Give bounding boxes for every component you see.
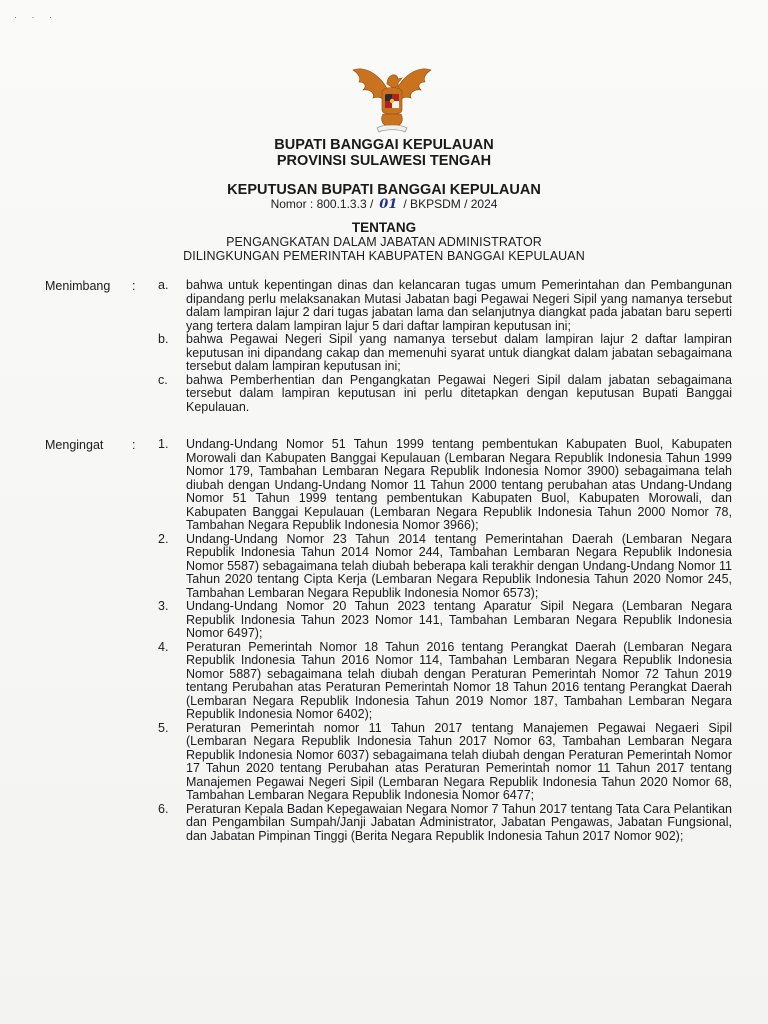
subject-line-1: PENGANGKATAN DALAM JABATAN ADMINISTRATOR xyxy=(226,235,542,249)
list-item-text: bahwa untuk kepentingan dinas dan kelancaran tugas umum Pemerintahan dan Pembangunan dipandang perlu melaksanakan Mutasi Jabatan bagi Pegawai Negeri Sipil yang namanya tersebut dalam lampiran lajur 2 dari tugas jabatan lama dan selanjutnya diangkat pada jabatan baru seperti yang tertera dalam lampiran lajur 5 dari daftar lampiran keputusan ini; xyxy=(186,278,732,333)
list-marker: a. xyxy=(158,278,169,292)
menimbang-label: Menimbang xyxy=(45,279,111,293)
menimbang-colon: : xyxy=(132,279,136,293)
list-marker: 4. xyxy=(158,639,169,654)
menimbang-item-a xyxy=(150,279,732,333)
mengingat-label: Mengingat xyxy=(45,438,104,452)
menimbang-list xyxy=(150,279,732,414)
decree-number-suffix: / BKPSDM / 2024 xyxy=(403,197,498,211)
list-item-text: bahwa Pemberhentian dan Pengangkatan Pegawai Negeri Sipil dalam jabatan sebagaimana tersebut dalam lampiran keputusan ini perlu ditetapkan dengan keputusan Bupati Banggai Kepulauan. xyxy=(186,372,732,414)
list-marker: 5. xyxy=(158,720,169,735)
mengingat-colon: : xyxy=(132,438,136,452)
list-marker: c. xyxy=(158,372,168,387)
mengingat-item-2 xyxy=(150,533,732,601)
menimbang-item-c xyxy=(150,374,732,415)
decree-number-handwritten: 01 xyxy=(379,197,398,212)
mengingat-item-1 xyxy=(150,438,732,533)
decree-number xyxy=(0,197,768,212)
list-item-text: Peraturan Pemerintah nomor 11 Tahun 2017 tentang Manajemen Pegawai Negaeri Sipil (Lembaran Negara Republik Indonesia Tahun 2017 Nomor 63, Tambahan Lembaran Negara Republik Indonesia Nomor 6037) sebagaimana telah diubah dengan Peraturan Pemerintah Nomor 17 Tahun 2020 tentang Perubahan atas Peraturan Pemerintah nomor 11 Tahun 2017 tentang Manajemen Pegawai Negeri Sipil (Lembaran Negara Republik Indonesia Tahun 2020 Nomor 68, Tambahan Lembaran Negara Republik Indonesia Nomor 6477; xyxy=(186,720,732,802)
list-item-text: Peraturan Pemerintah Nomor 18 Tahun 2016 tentang Perangkat Daerah (Lembaran Negara Republik Indonesia Tahun 2016 Nomor 114, Tambahan Lembaran Negara Republik Indonesia Nomor 5887) sebagaimana telah diubah dengan Peraturan Pemerintah Nomor 72 Tahun 2019 tentang Perubahan atas Peraturan Pemerintah Nomor 18 Tahun 2016 tentang Perangkat Daerah (Lembaran Negara Republik Indonesia Tahun 2019 Nomor 187, Tambahan Lembaran Negara Republik Indonesia Nomor 6402); xyxy=(186,639,732,721)
mengingat-list xyxy=(150,438,732,843)
scan-speck-marks: · · · xyxy=(14,12,58,22)
tentang-heading: TENTANG xyxy=(351,220,417,235)
issuer-province: PROVINSI SULAWESI TENGAH xyxy=(276,153,492,169)
mengingat-item-6 xyxy=(150,803,732,844)
menimbang-item-b xyxy=(150,333,732,374)
subject-line-2: DILINGKUNGAN PEMERINTAH KABUPATEN BANGGAI KEPULAUAN xyxy=(183,249,585,263)
mengingat-item-5 xyxy=(150,722,732,803)
list-item-text: Peraturan Kepala Badan Kepegawaian Negara Nomor 7 Tahun 2017 tentang Tata Cara Pelantikan dan Pengambilan Sumpah/Janji Jabatan Administrator, Jabatan Pengawas, Jabatan Fungsional, dan Jabatan Pimpinan Tinggi (Berita Negara Republik Indonesia Tahun 2017 Nomor 902); xyxy=(186,801,732,843)
list-item-text: Undang-Undang Nomor 20 Tahun 2023 tentang Aparatur Sipil Negara (Lembaran Negara Republik Indonesia Tahun 2023 Nomor 141, Tambahan Lembaran Negara Republik Indonesia Nomor 6497); xyxy=(186,599,732,640)
list-marker: 1. xyxy=(158,437,169,451)
list-marker: 6. xyxy=(158,801,169,816)
decree-title: KEPUTUSAN BUPATI BANGGAI KEPULAUAN xyxy=(227,182,541,198)
mengingat-item-4 xyxy=(150,641,732,722)
list-item-text: Undang-Undang Nomor 51 Tahun 1999 tentang pembentukan Kabupaten Buol, Kabupaten Morowali dan Kabupaten Banggai Kepulauan (Lembaran Negara Republik Indonesia Tahun 1999 Nomor 179, Tambahan Lembaran Negara Republik Indonesia Nomor 3900) sebagaimana telah diubah dengan Undang-Undang Nomor 11 Tahun 2000 tentang perubahan atas Undang-Undang Nomor 51 Tahun 1999 tentang pembentukan Kabupaten Buol, Kabupaten Morowali, dan Kabupaten Banggai Kepulauan (Lembaran Negara Republik Indonesia Tahun 2000 Nomor 78, Tambahan Negara Republik Indonesia Nomor 3966); xyxy=(186,437,732,532)
garuda-emblem-icon xyxy=(349,62,435,134)
decree-number-prefix: Nomor : 800.1.3.3 / xyxy=(270,197,374,211)
mengingat-item-3 xyxy=(150,600,732,641)
list-marker: b. xyxy=(158,332,169,346)
issuer-title: BUPATI BANGGAI KEPULAUAN xyxy=(274,137,494,153)
list-item-text: Undang-Undang Nomor 23 Tahun 2014 tentang Pemerintahan Daerah (Lembaran Negara Republik Indonesia Tahun 2014 Nomor 244, Tambahan Lembaran Negara Republik Indonesia Nomor 5587) sebagaimana telah diubah beberapa kali terakhir dengan Undang-Undang Nomor 11 Tahun 2020 tentang Cipta Kerja (Lembaran Negara Republik Indonesia Tahun 2020 Nomor 245, Tambahan Lembaran Negara Republik Indonesia Nomor 6573); xyxy=(186,531,732,600)
list-item-text: bahwa Pegawai Negeri Sipil yang namanya tersebut dalam lampiran lajur 2 daftar lampiran keputusan ini dipandang cakap dan memenuhi syarat untuk diangkat dalam jabatan sebagaimana tersebut dalam lampiran keputusan ini; xyxy=(186,332,732,373)
list-marker: 2. xyxy=(158,531,169,546)
list-marker: 3. xyxy=(158,599,169,613)
